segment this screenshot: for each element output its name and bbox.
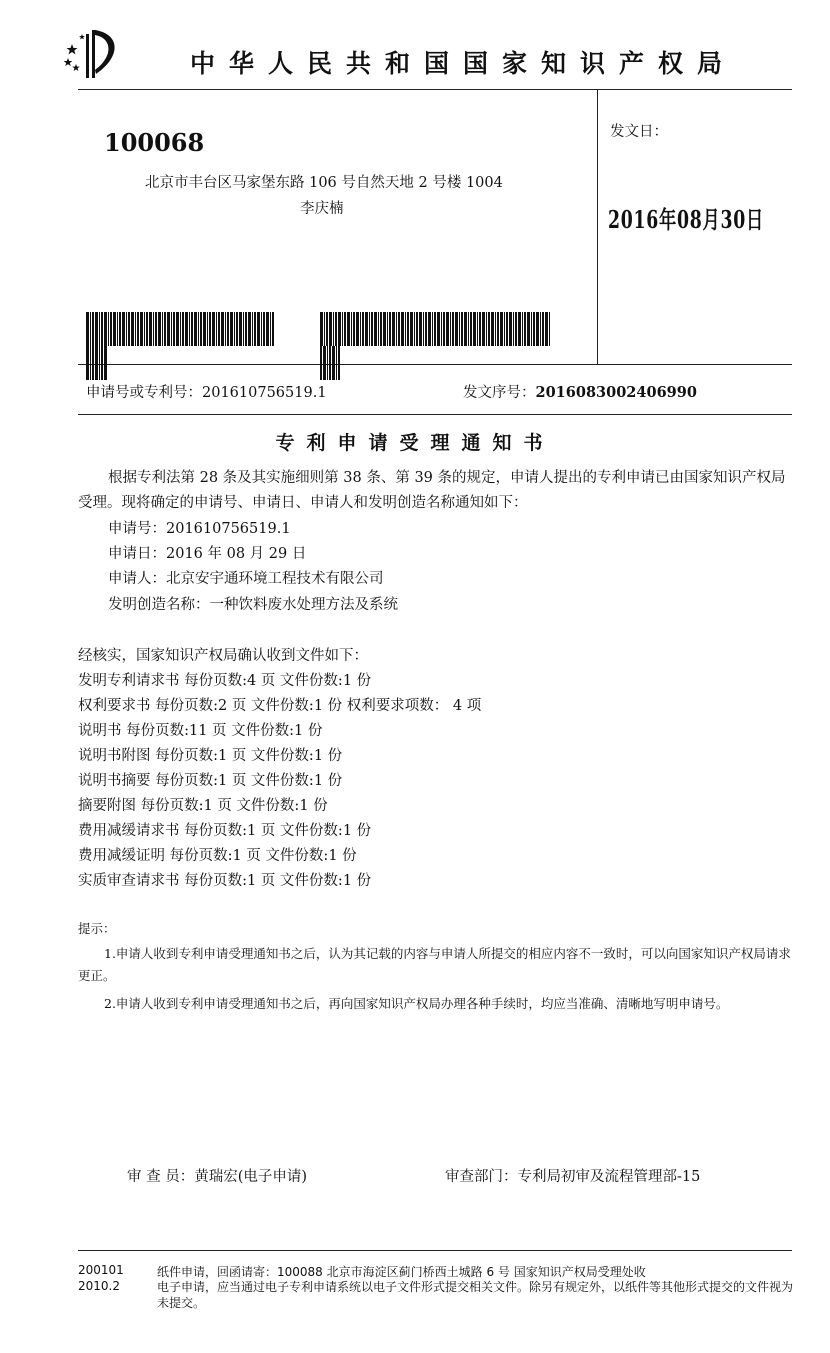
barcode-bar bbox=[137, 312, 139, 346]
barcode-bar bbox=[236, 312, 238, 346]
barcode-bar bbox=[410, 312, 413, 346]
barcode-bar bbox=[335, 312, 337, 346]
list-item: 权利要求书 每份页数:2 页 文件份数:1 份 权利要求项数： 4 项 bbox=[78, 698, 482, 714]
barcode-bar bbox=[380, 312, 382, 346]
examiner: 审 查 员：黄瑞宏(电子申请) bbox=[127, 1169, 308, 1185]
barcode-bar bbox=[320, 346, 322, 380]
list-item: 说明书附图 每份页数:1 页 文件份数:1 份 bbox=[78, 748, 343, 764]
barcode-bar bbox=[254, 312, 256, 346]
barcode-bar bbox=[158, 312, 161, 346]
barcode-bar bbox=[446, 312, 449, 346]
barcode-bar bbox=[504, 312, 505, 346]
barcode-bar bbox=[144, 312, 145, 346]
barcode-left bbox=[86, 312, 278, 346]
barcode-bar bbox=[443, 312, 445, 346]
barcode-bar bbox=[207, 312, 208, 346]
serial-number-label: 发文序号： bbox=[463, 385, 536, 401]
barcode-bar bbox=[146, 312, 148, 346]
barcode-bar bbox=[131, 312, 134, 346]
barcode-bar bbox=[149, 312, 152, 346]
cnipa-logo bbox=[62, 28, 132, 80]
barcode-bar bbox=[263, 312, 265, 346]
barcode-bar bbox=[252, 312, 253, 346]
barcode-bar bbox=[200, 312, 202, 346]
barcode-bar bbox=[128, 312, 130, 346]
barcode-bar bbox=[486, 312, 487, 346]
barcode-bar bbox=[99, 312, 100, 346]
barcode-bar bbox=[92, 346, 94, 380]
barcode-bar bbox=[338, 312, 341, 346]
barcode-bar bbox=[479, 312, 481, 346]
postcode: 100068 bbox=[104, 128, 205, 157]
barcode-bar bbox=[86, 312, 89, 346]
notice-title: 专利申请受理通知书 bbox=[275, 432, 555, 454]
barcode-bar bbox=[468, 312, 469, 346]
form-version: 2010.2 bbox=[78, 1279, 120, 1293]
barcode-bar bbox=[522, 312, 523, 346]
tip-item-text: 1.申请人收到专利申请受理通知书之后，认为其记载的内容与申请人所提交的相应内容不一致时，可以向国家知识产权局请求更正。 bbox=[78, 946, 791, 983]
barcode-bar bbox=[473, 312, 476, 346]
barcode-bar bbox=[239, 312, 242, 346]
list-item: 实质审查请求书 每份页数:1 页 文件份数:1 份 bbox=[78, 873, 372, 889]
recipient-name: 李庆楠 bbox=[300, 201, 344, 217]
application-number-value: 201610756519.1 bbox=[202, 385, 327, 401]
header-bottom-divider bbox=[78, 364, 792, 365]
barcode-bar bbox=[126, 312, 127, 346]
barcode-bar bbox=[495, 312, 496, 346]
application-number-label: 申请号或专利号： bbox=[86, 385, 202, 401]
barcode-bar bbox=[378, 312, 379, 346]
list-item: 费用减缓请求书 每份页数:1 页 文件份数:1 份 bbox=[78, 823, 372, 839]
serial-number-value: 2016083002406990 bbox=[535, 384, 697, 401]
barcode-bar bbox=[351, 312, 352, 346]
list-item: 发明专利请求书 每份页数:4 页 文件份数:1 份 bbox=[78, 673, 372, 689]
barcode-bar bbox=[414, 312, 415, 346]
notice-intro-text: 根据专利法第 28 条及其实施细则第 38 条、第 39 条的规定，申请人提出的专利申请已由国家知识产权局受理。现将确定的申请号、申请日、申请人和发明创造名称通知如下： bbox=[78, 470, 786, 511]
barcode-bar bbox=[92, 312, 94, 346]
barcode-bar bbox=[212, 312, 215, 346]
barcode-bar bbox=[324, 312, 325, 346]
barcode-bar bbox=[86, 346, 89, 380]
barcode-bar bbox=[180, 312, 181, 346]
barcode-bar bbox=[389, 312, 391, 346]
barcode-bar bbox=[327, 346, 328, 380]
barcode-bar bbox=[90, 346, 91, 380]
barcode-bar bbox=[333, 312, 334, 346]
barcode-bar bbox=[113, 312, 116, 346]
barcode-bar bbox=[488, 312, 490, 346]
barcode-bar bbox=[108, 312, 109, 346]
barcode-bar bbox=[209, 312, 211, 346]
barcode-bar bbox=[182, 312, 184, 346]
barcode-bar bbox=[99, 346, 100, 380]
barcode-bar bbox=[203, 312, 206, 346]
barcode-bar bbox=[173, 312, 175, 346]
barcode-bar bbox=[450, 312, 451, 346]
barcode-bar bbox=[477, 312, 478, 346]
barcode-bar bbox=[266, 312, 269, 346]
barcode-bar bbox=[491, 312, 494, 346]
barcode-bar bbox=[545, 312, 548, 346]
barcode-bar bbox=[549, 312, 550, 346]
barcode-bar bbox=[428, 312, 431, 346]
barcode-bar bbox=[455, 312, 458, 346]
issue-date-value: 2016年08月30日 bbox=[608, 205, 764, 234]
tip-item-text: 2.申请人收到专利申请受理通知书之后，再向国家知识产权局办理各种手续时，均应当准确、清晰地写明申请号。 bbox=[104, 996, 729, 1011]
barcode-bar bbox=[432, 312, 433, 346]
barcode-bar bbox=[369, 312, 370, 346]
barcode-bar bbox=[164, 312, 166, 346]
barcode-bar bbox=[225, 312, 226, 346]
barcode-bar bbox=[153, 312, 154, 346]
barcode-bar bbox=[464, 312, 467, 346]
barcode-bar bbox=[191, 312, 193, 346]
barcode-bar bbox=[155, 312, 157, 346]
barcode-bar bbox=[326, 312, 328, 346]
barcode-bar bbox=[387, 312, 388, 346]
barcode-bar bbox=[320, 312, 323, 346]
field-application-number: 申请号：201610756519.1 bbox=[108, 521, 291, 537]
barcode-bar bbox=[104, 346, 107, 380]
barcode-bar bbox=[243, 312, 244, 346]
barcode-bar bbox=[482, 312, 485, 346]
barcode-bar bbox=[101, 346, 103, 380]
field-applicant: 申请人：北京安宇通环境工程技术有限公司 bbox=[108, 571, 384, 587]
barcode-bar bbox=[416, 312, 418, 346]
serial-number bbox=[463, 381, 697, 402]
received-files-heading: 经核实，国家知识产权局确认收到文件如下： bbox=[78, 648, 368, 664]
barcode-bar bbox=[90, 312, 91, 346]
barcode-bar bbox=[497, 312, 499, 346]
barcode-bar bbox=[135, 312, 136, 346]
office-name: 中华人民共和国国家知识产权局 bbox=[190, 49, 737, 78]
barcode-bar bbox=[101, 312, 103, 346]
barcode-bar bbox=[434, 312, 436, 346]
list-item: 说明书摘要 每份页数:1 页 文件份数:1 份 bbox=[78, 773, 343, 789]
field-invention-title: 发明创造名称：一种饮料废水处理方法及系统 bbox=[108, 597, 398, 613]
barcode-bar bbox=[104, 312, 107, 346]
barcode-bar bbox=[452, 312, 454, 346]
barcode-bar bbox=[536, 312, 539, 346]
barcode-bar bbox=[515, 312, 517, 346]
top-divider bbox=[78, 89, 792, 90]
list-item: 费用减缓证明 每份页数:1 页 文件份数:1 份 bbox=[78, 848, 357, 864]
tip-item bbox=[78, 943, 796, 987]
barcode-bar bbox=[221, 312, 224, 346]
date-column-divider bbox=[597, 89, 598, 365]
field-filing-date: 申请日：2016 年 08 月 29 日 bbox=[108, 546, 307, 562]
barcode-bar bbox=[383, 312, 386, 346]
footer-divider bbox=[78, 1250, 792, 1251]
barcode-bar bbox=[401, 312, 404, 346]
barcode-bar bbox=[95, 346, 98, 380]
barcode-bar bbox=[140, 312, 143, 346]
barcode-bar bbox=[506, 312, 508, 346]
barcode-bar bbox=[194, 312, 197, 346]
barcode-bar bbox=[374, 312, 377, 346]
barcode-bar bbox=[425, 312, 427, 346]
barcode-bar bbox=[407, 312, 409, 346]
barcode-bar bbox=[405, 312, 406, 346]
barcode-bar bbox=[216, 312, 217, 346]
barcode-bar bbox=[509, 312, 512, 346]
barcode-bar bbox=[234, 312, 235, 346]
barcode-bar bbox=[162, 312, 163, 346]
list-item: 说明书 每份页数:11 页 文件份数:1 份 bbox=[78, 723, 323, 739]
barcode-bar bbox=[227, 312, 229, 346]
barcode-bar bbox=[171, 312, 172, 346]
barcode-bar bbox=[342, 312, 343, 346]
reference-divider bbox=[78, 414, 792, 415]
notice-intro bbox=[78, 466, 796, 516]
barcode-bar bbox=[336, 346, 337, 380]
barcode-bar bbox=[230, 312, 233, 346]
barcode-bar bbox=[461, 312, 463, 346]
examination-department: 审查部门：专利局初审及流程管理部-15 bbox=[445, 1169, 701, 1185]
barcode-bar bbox=[423, 312, 424, 346]
barcode-bar bbox=[437, 312, 440, 346]
barcode-bar bbox=[542, 312, 544, 346]
barcode-bar bbox=[329, 346, 331, 380]
barcode-bar bbox=[371, 312, 373, 346]
application-number bbox=[86, 381, 327, 402]
barcode-bar bbox=[470, 312, 472, 346]
barcode-bar bbox=[524, 312, 526, 346]
barcode-bar bbox=[518, 312, 521, 346]
barcode-bar bbox=[261, 312, 262, 346]
barcode-bar bbox=[198, 312, 199, 346]
barcode-bar bbox=[527, 312, 530, 346]
barcode-bar bbox=[245, 312, 247, 346]
footer-electronic-filing: 电子申请，应当通过电子专利申请系统以电子文件形式提交相关文件。除另有规定外，以纸件等其他形式提交的文件视为未提交。 bbox=[157, 1280, 794, 1310]
form-code: 200101 bbox=[78, 1263, 124, 1277]
barcode-bar bbox=[396, 312, 397, 346]
barcode-bar bbox=[323, 346, 326, 380]
barcode-bar bbox=[110, 312, 112, 346]
barcode-bar bbox=[360, 312, 361, 346]
barcode-bar bbox=[356, 312, 359, 346]
barcode-bar bbox=[392, 312, 395, 346]
barcode-bar bbox=[176, 312, 179, 346]
barcode-bar bbox=[117, 312, 118, 346]
barcode-bar bbox=[419, 312, 422, 346]
mailing-address: 北京市丰台区马家堡东路 106 号自然天地 2 号楼 1004 bbox=[145, 175, 503, 191]
barcode-bar bbox=[500, 312, 503, 346]
barcode-bar bbox=[270, 312, 271, 346]
barcode-bar bbox=[329, 312, 332, 346]
barcode-bar bbox=[362, 312, 364, 346]
issue-date-label: 发文日： bbox=[610, 124, 668, 140]
barcode-bar bbox=[459, 312, 460, 346]
barcode-bar bbox=[272, 312, 274, 346]
barcode-bar bbox=[398, 312, 400, 346]
barcode-bar bbox=[122, 312, 125, 346]
barcode-bar bbox=[353, 312, 355, 346]
list-item: 摘要附图 每份页数:1 页 文件份数:1 份 bbox=[78, 798, 328, 814]
barcode-bar bbox=[119, 312, 121, 346]
barcode-bar bbox=[332, 346, 335, 380]
footer-paper-filing: 纸件申请，回函请寄：100088 北京市海淀区蓟门桥西土城路 6 号 国家知识产权局受理处收 bbox=[157, 1265, 646, 1279]
barcode-bar bbox=[441, 312, 442, 346]
barcode-bar bbox=[533, 312, 535, 346]
barcode-bar bbox=[540, 312, 541, 346]
barcode-bar bbox=[513, 312, 514, 346]
tip-item bbox=[78, 993, 796, 1015]
barcode-bar bbox=[185, 312, 188, 346]
barcode-bar bbox=[95, 312, 98, 346]
barcode-right bbox=[320, 312, 552, 346]
tips-heading: 提示： bbox=[78, 921, 116, 936]
barcode-bar bbox=[365, 312, 368, 346]
barcode-bar bbox=[257, 312, 260, 346]
barcode-bar bbox=[248, 312, 251, 346]
barcode-bar bbox=[531, 312, 532, 346]
barcode-bar bbox=[218, 312, 220, 346]
barcode-bar bbox=[167, 312, 170, 346]
barcode-bar bbox=[347, 312, 350, 346]
barcode-bar bbox=[189, 312, 190, 346]
barcode-bar bbox=[344, 312, 346, 346]
barcode-bar bbox=[338, 346, 340, 380]
